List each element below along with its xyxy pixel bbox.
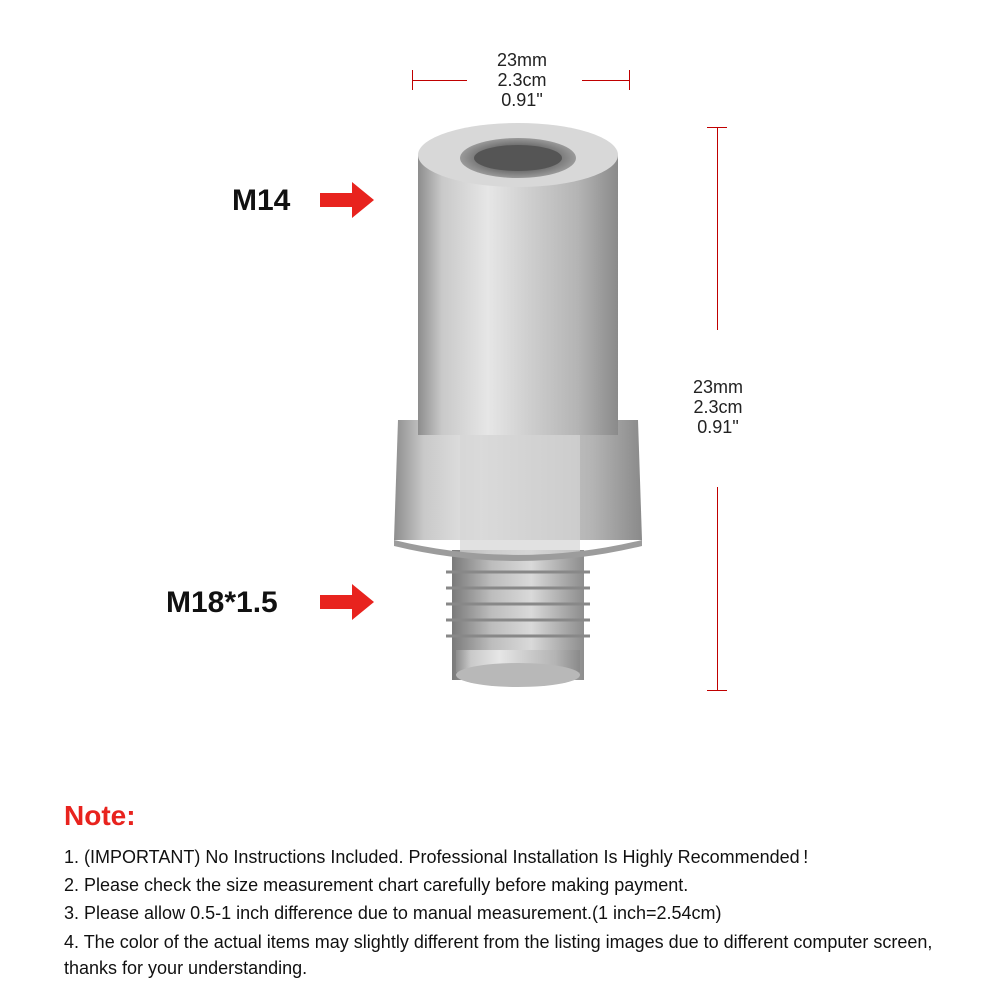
- height-dim-bottom-tick: [707, 690, 727, 691]
- note-item-3: 3. Please allow 0.5-1 inch difference due to manual measurement.(1 inch=2.54cm): [64, 903, 722, 923]
- height-dimension: [690, 127, 760, 691]
- width-dim-text: [472, 50, 572, 110]
- width-dim-right-tick: [629, 70, 630, 90]
- hex-section: [394, 420, 642, 561]
- right-arrow-icon: [320, 582, 374, 622]
- width-dimension: [412, 50, 630, 110]
- width-dim-right-line: [582, 80, 630, 81]
- note-list: [64, 843, 974, 981]
- height-dim-bottom-line: [717, 487, 718, 691]
- width-mm: 23mm: [496, 50, 547, 70]
- height-inch: 0.91": [697, 417, 739, 437]
- top-thread-label: M14: [232, 184, 291, 217]
- height-dim-text: [668, 377, 768, 437]
- width-cm: 2.3cm: [497, 70, 547, 90]
- note-item-4: 4. The color of the actual items may slightly different from the listing images due to different computer screen, thanks for your understanding.: [64, 932, 933, 978]
- height-cm: 2.3cm: [693, 397, 743, 417]
- right-arrow-icon: [320, 180, 374, 220]
- thread-section: [446, 550, 590, 687]
- product-image: [380, 110, 660, 710]
- bottom-thread-label: M18*1.5: [166, 586, 278, 619]
- body-section: [418, 123, 618, 435]
- width-inch: 0.91": [501, 90, 543, 110]
- note-item-2: 2. Please check the size measurement chart carefully before making payment.: [64, 875, 689, 895]
- height-mm: 23mm: [692, 377, 743, 397]
- width-dim-left-line: [412, 80, 467, 81]
- note-title: Note:: [64, 800, 136, 831]
- note-item-1: 1. (IMPORTANT) No Instructions Included. Professional Installation Is Highly Recommended !: [64, 847, 809, 867]
- height-dim-top-line: [717, 127, 718, 330]
